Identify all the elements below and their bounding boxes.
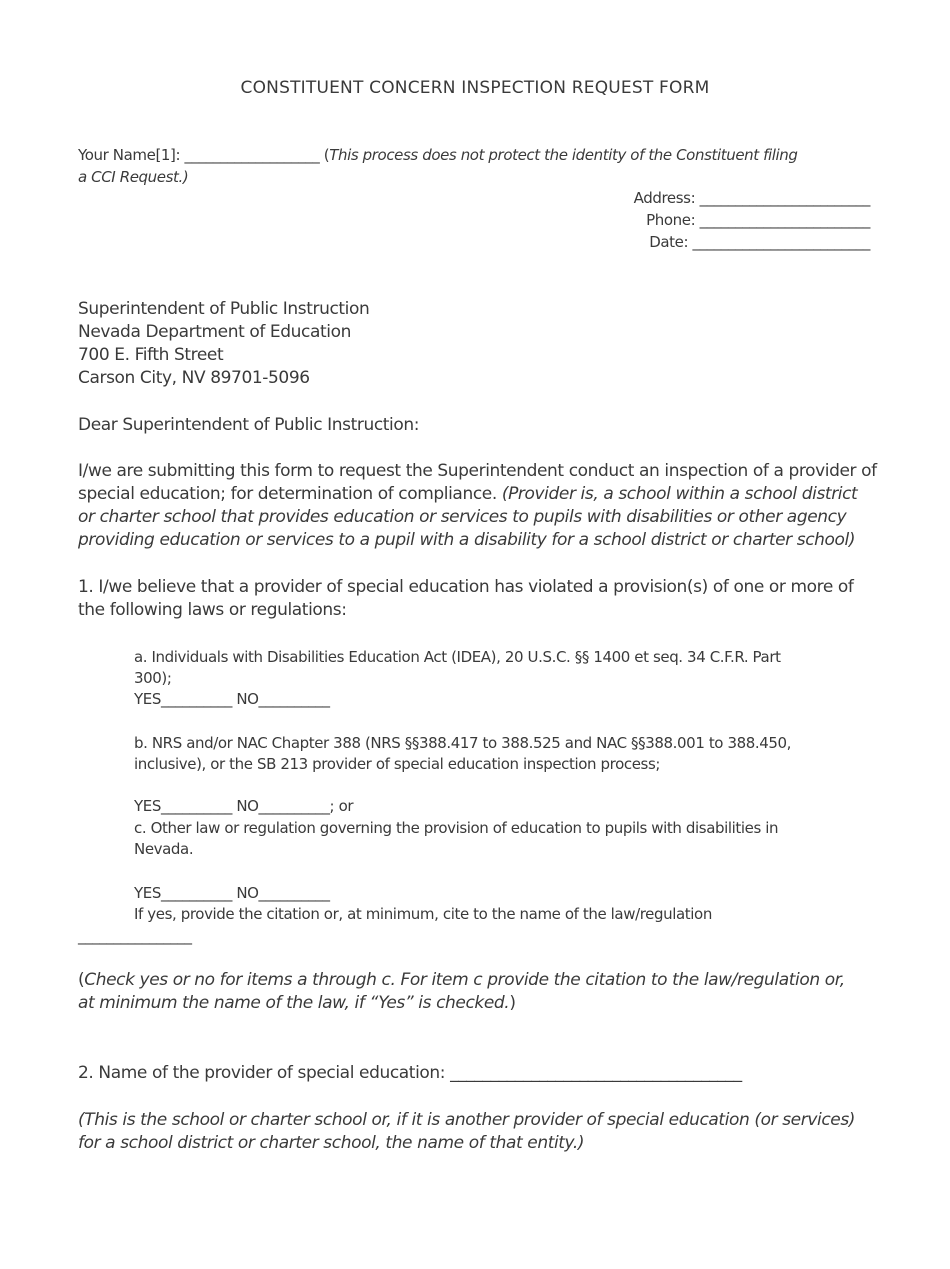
date-field: Date: _________________________: [649, 233, 870, 251]
intro-line-4: providing education or services to a pupil with a disability for a school district or charter school): [78, 530, 856, 550]
q1-line-1: 1. I/we believe that a provider of special education has violated a provision(s) of one or more of: [78, 577, 854, 597]
provider-definition: (Provider is, a school within a school district: [501, 484, 858, 504]
instructions-line-1: [78, 970, 845, 990]
item-b-yes-no: YES__________ NO__________; or: [134, 797, 354, 815]
intro-line-2-text: special education; for determination of compliance.: [78, 484, 502, 504]
item-a-line-1: a. Individuals with Disabilities Education Act (IDEA), 20 U.S.C. §§ 1400 et seq. 34 C.F.R. Part: [134, 648, 781, 666]
intro-line-2: [78, 484, 857, 504]
item-b-line-2: inclusive), or the SB 213 provider of special education inspection process;: [134, 755, 661, 773]
instructions-text-2: at minimum the name of the law, if “Yes” is checked.: [78, 993, 510, 1013]
phone-field: Phone: ________________________: [646, 211, 870, 229]
citation-instruction: If yes, provide the citation or, at minimum, cite to the name of the law/regulation: [134, 905, 712, 923]
your-name-label: Your Name[1]: ___________________ (: [78, 146, 330, 164]
recipient-line-2: Nevada Department of Education: [78, 322, 351, 342]
your-name-field: [78, 146, 798, 164]
address-field: Address: ________________________: [633, 189, 870, 207]
form-title: CONSTITUENT CONCERN INSPECTION REQUEST FORM: [240, 78, 710, 98]
item-b-line-1: b. NRS and/or NAC Chapter 388 (NRS §§388.417 to 388.525 and NAC §§388.001 to 388.450,: [134, 734, 792, 752]
item-a-yes-no: YES__________ NO__________: [134, 690, 330, 708]
instructions-open-paren: (: [78, 970, 85, 990]
recipient-line-4: Carson City, NV 89701-5096: [78, 368, 310, 388]
intro-line-3: or charter school that provides education or services to pupils with disabilities or other agency: [78, 507, 847, 527]
instructions-line-2: [78, 993, 516, 1013]
recipient-line-3: 700 E. Fifth Street: [78, 345, 224, 365]
instructions-close-paren: ): [509, 993, 516, 1013]
provider-name-field: 2. Name of the provider of special education: ____________________________________: [78, 1063, 742, 1083]
intro-line-1: I/we are submitting this form to request the Superintendent conduct an inspection of a provider of: [78, 461, 877, 481]
provider-note-line-1: (This is the school or charter school or, if it is another provider of special education (or services): [78, 1110, 856, 1130]
salutation: Dear Superintendent of Public Instruction:: [78, 415, 420, 435]
provider-note-line-2: for a school district or charter school, the name of that entity.): [78, 1133, 585, 1153]
recipient-line-1: Superintendent of Public Instruction: [78, 299, 370, 319]
q1-line-2: the following laws or regulations:: [78, 600, 347, 620]
identity-note: This process does not protect the identity of the Constituent filing: [329, 146, 798, 164]
item-a-line-2: 300);: [134, 669, 172, 687]
instructions-text-1: Check yes or no for items a through c. For item c provide the citation to the law/regulation or,: [84, 970, 845, 990]
item-c-line-1: c. Other law or regulation governing the provision of education to pupils with disabilities in: [134, 819, 779, 837]
item-c-line-2: Nevada.: [134, 840, 194, 858]
item-c-yes-no: YES__________ NO__________: [134, 884, 330, 902]
identity-note-cont: a CCI Request.): [78, 168, 189, 186]
citation-blank: ________________: [78, 927, 192, 945]
